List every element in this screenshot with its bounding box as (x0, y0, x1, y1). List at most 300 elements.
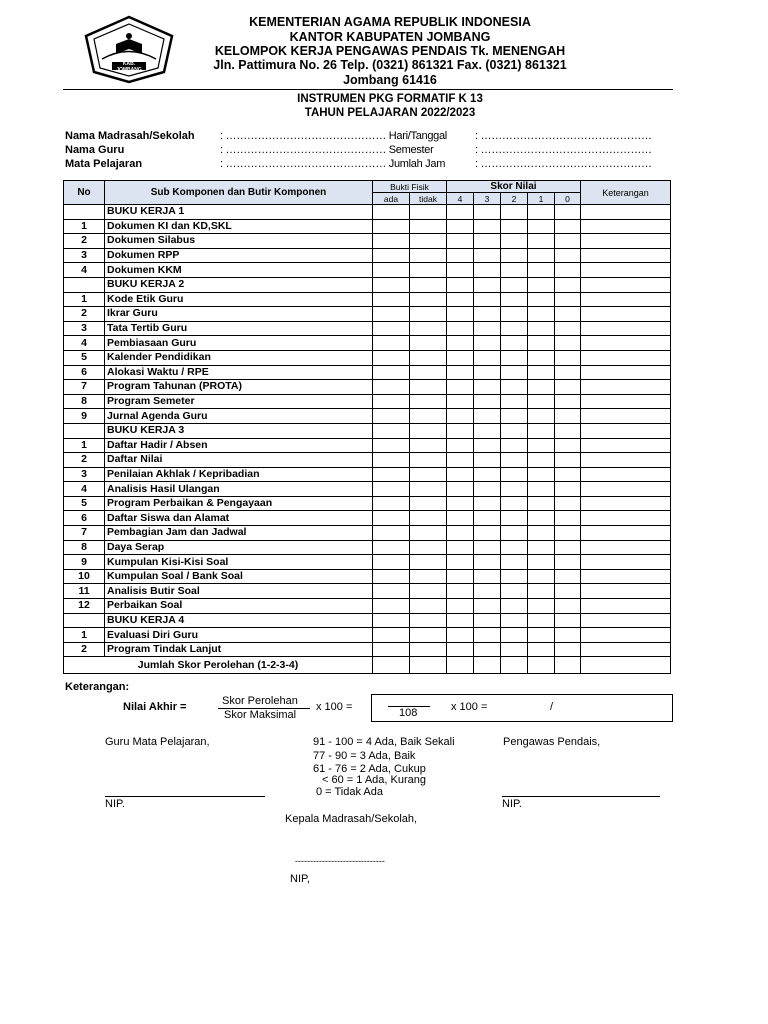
score-cell[interactable] (555, 438, 581, 453)
score-cell[interactable] (501, 409, 528, 424)
score-cell[interactable] (581, 248, 671, 263)
score-cell[interactable] (501, 205, 528, 220)
score-cell[interactable] (501, 540, 528, 555)
score-cell[interactable] (410, 526, 447, 541)
item-label: Daftar Siswa dan Alamat (105, 511, 373, 526)
score-cell[interactable] (555, 540, 581, 555)
score-cell[interactable] (528, 409, 555, 424)
score-cell[interactable] (474, 482, 501, 497)
score-cell[interactable] (581, 423, 671, 438)
score-cell[interactable] (373, 409, 410, 424)
score-cell[interactable] (581, 219, 671, 234)
score-cell[interactable] (447, 277, 474, 292)
score-cell[interactable] (410, 263, 447, 278)
score-cell[interactable] (555, 394, 581, 409)
score-cell[interactable] (501, 511, 528, 526)
score-cell[interactable] (373, 263, 410, 278)
score-cell[interactable] (528, 380, 555, 395)
score-cell[interactable] (474, 292, 501, 307)
score-cell[interactable] (410, 365, 447, 380)
score-cell[interactable] (555, 205, 581, 220)
score-cell[interactable] (410, 511, 447, 526)
field-nama-guru[interactable]: : ……………………………………… Semester (220, 144, 434, 156)
score-cell[interactable] (528, 496, 555, 511)
section-label: BUKU KERJA 1 (105, 205, 373, 220)
score-cell[interactable] (373, 380, 410, 395)
total-cell[interactable] (528, 657, 555, 674)
score-cell[interactable] (410, 540, 447, 555)
score-cell[interactable] (410, 584, 447, 599)
score-cell[interactable] (555, 584, 581, 599)
score-cell[interactable] (373, 248, 410, 263)
score-cell[interactable] (373, 453, 410, 468)
score-cell[interactable] (410, 438, 447, 453)
score-cell[interactable] (410, 569, 447, 584)
row-number: 1 (64, 438, 105, 453)
nip-kepala: NIP, (290, 873, 310, 885)
score-cell[interactable] (410, 628, 447, 643)
score-cell[interactable] (447, 219, 474, 234)
table-row (64, 409, 671, 424)
score-cell[interactable] (373, 321, 410, 336)
score-cell[interactable] (474, 569, 501, 584)
score-cell[interactable] (474, 511, 501, 526)
score-cell[interactable] (447, 365, 474, 380)
score-cell[interactable] (528, 540, 555, 555)
score-cell[interactable] (528, 292, 555, 307)
score-cell[interactable] (555, 423, 581, 438)
label-nama-madrasah: Nama Madrasah/Sekolah (65, 130, 195, 142)
score-cell[interactable] (373, 365, 410, 380)
score-cell[interactable] (447, 423, 474, 438)
score-cell[interactable] (555, 599, 581, 614)
score-cell[interactable] (581, 263, 671, 278)
score-cell[interactable] (555, 409, 581, 424)
score-cell[interactable] (447, 569, 474, 584)
score-cell[interactable] (447, 584, 474, 599)
score-cell[interactable] (474, 599, 501, 614)
slash-label: / (550, 701, 554, 713)
score-cell[interactable] (528, 336, 555, 351)
item-label: Perbaikan Soal (105, 599, 373, 614)
score-cell[interactable] (474, 642, 501, 657)
score-cell[interactable] (581, 380, 671, 395)
score-cell[interactable] (501, 584, 528, 599)
score-cell[interactable] (581, 350, 671, 365)
score-cell[interactable] (447, 438, 474, 453)
score-cell[interactable] (581, 394, 671, 409)
score-cell[interactable] (528, 248, 555, 263)
score-cell[interactable] (474, 467, 501, 482)
score-cell[interactable] (501, 277, 528, 292)
score-cell[interactable] (373, 307, 410, 322)
total-cell[interactable] (501, 657, 528, 674)
score-cell[interactable] (447, 511, 474, 526)
score-cell[interactable] (410, 599, 447, 614)
score-cell[interactable] (581, 336, 671, 351)
score-cell[interactable] (474, 438, 501, 453)
score-cell[interactable] (474, 365, 501, 380)
score-cell[interactable] (501, 350, 528, 365)
score-cell[interactable] (528, 277, 555, 292)
score-cell[interactable] (555, 380, 581, 395)
score-cell[interactable] (501, 263, 528, 278)
score-cell[interactable] (373, 467, 410, 482)
score-cell[interactable] (555, 263, 581, 278)
score-cell[interactable] (501, 467, 528, 482)
score-cell[interactable] (581, 628, 671, 643)
score-cell[interactable] (447, 540, 474, 555)
score-cell[interactable] (555, 365, 581, 380)
score-cell[interactable] (373, 569, 410, 584)
score-cell[interactable] (447, 642, 474, 657)
score-cell[interactable] (581, 277, 671, 292)
score-cell[interactable] (373, 277, 410, 292)
score-cell[interactable] (501, 526, 528, 541)
score-cell[interactable] (581, 496, 671, 511)
score-cell[interactable] (474, 496, 501, 511)
score-cell[interactable] (373, 336, 410, 351)
score-cell[interactable] (555, 628, 581, 643)
score-cell[interactable] (528, 438, 555, 453)
total-cell[interactable] (373, 657, 410, 674)
item-label: Tata Tertib Guru (105, 321, 373, 336)
score-cell[interactable] (528, 642, 555, 657)
table-row (64, 292, 671, 307)
score-cell[interactable] (555, 350, 581, 365)
score-cell[interactable] (581, 321, 671, 336)
score-cell[interactable] (474, 423, 501, 438)
score-cell[interactable] (447, 350, 474, 365)
row-number (64, 423, 105, 438)
score-cell[interactable] (581, 540, 671, 555)
score-cell[interactable] (474, 584, 501, 599)
score-cell[interactable] (528, 628, 555, 643)
score-cell[interactable] (501, 438, 528, 453)
score-cell[interactable] (474, 234, 501, 249)
score-cell[interactable] (474, 219, 501, 234)
score-cell[interactable] (528, 219, 555, 234)
score-cell[interactable] (410, 292, 447, 307)
score-cell[interactable] (501, 628, 528, 643)
score-cell[interactable] (501, 482, 528, 497)
col-skor-0: 0 (555, 193, 581, 205)
score-cell[interactable] (447, 526, 474, 541)
col-bukti-fisik: Bukti Fisik (373, 181, 447, 193)
score-cell[interactable] (581, 555, 671, 570)
score-cell[interactable] (410, 613, 447, 628)
score-cell[interactable] (447, 467, 474, 482)
form-title: INSTRUMEN PKG FORMATIF K 13 (297, 93, 483, 105)
score-cell[interactable] (528, 453, 555, 468)
score-cell[interactable] (528, 526, 555, 541)
score-cell[interactable] (528, 584, 555, 599)
score-cell[interactable] (373, 205, 410, 220)
score-cell[interactable] (528, 569, 555, 584)
score-cell[interactable] (581, 511, 671, 526)
score-cell[interactable] (447, 380, 474, 395)
score-cell[interactable] (528, 263, 555, 278)
score-cell[interactable] (410, 453, 447, 468)
score-cell[interactable] (581, 307, 671, 322)
signature-line-pengawas (502, 796, 660, 797)
score-cell[interactable] (474, 350, 501, 365)
item-label: Program Semeter (105, 394, 373, 409)
score-cell[interactable] (528, 482, 555, 497)
score-cell[interactable] (410, 321, 447, 336)
score-cell[interactable] (447, 336, 474, 351)
score-cell[interactable] (410, 496, 447, 511)
row-number: 1 (64, 219, 105, 234)
score-cell[interactable] (555, 496, 581, 511)
score-cell[interactable] (555, 336, 581, 351)
score-cell[interactable] (447, 496, 474, 511)
score-cell[interactable] (447, 628, 474, 643)
score-cell[interactable] (410, 642, 447, 657)
score-cell[interactable] (528, 555, 555, 570)
score-cell[interactable] (555, 248, 581, 263)
score-cell[interactable] (373, 350, 410, 365)
score-cell[interactable] (581, 613, 671, 628)
score-cell[interactable] (555, 234, 581, 249)
score-cell[interactable] (528, 205, 555, 220)
score-cell[interactable] (447, 409, 474, 424)
score-cell[interactable] (410, 219, 447, 234)
total-cell[interactable] (410, 657, 447, 674)
score-cell[interactable] (581, 467, 671, 482)
score-cell[interactable] (501, 292, 528, 307)
score-cell[interactable] (528, 321, 555, 336)
score-cell[interactable] (501, 453, 528, 468)
item-label: Daya Serap (105, 540, 373, 555)
score-cell[interactable] (410, 248, 447, 263)
score-cell[interactable] (581, 365, 671, 380)
score-cell[interactable] (581, 526, 671, 541)
score-cell[interactable] (555, 613, 581, 628)
item-label: Dokumen KI dan KD,SKL (105, 219, 373, 234)
score-cell[interactable] (528, 467, 555, 482)
score-cell[interactable] (447, 394, 474, 409)
score-cell[interactable] (581, 569, 671, 584)
score-cell[interactable] (501, 248, 528, 263)
score-cell[interactable] (555, 482, 581, 497)
score-cell[interactable] (410, 482, 447, 497)
score-cell[interactable] (581, 453, 671, 468)
score-cell[interactable] (555, 307, 581, 322)
score-cell[interactable] (373, 394, 410, 409)
score-cell[interactable] (373, 438, 410, 453)
score-cell[interactable] (581, 292, 671, 307)
score-cell[interactable] (581, 599, 671, 614)
score-cell[interactable] (501, 307, 528, 322)
total-cell[interactable] (474, 657, 501, 674)
item-label: Program Tahunan (PROTA) (105, 380, 373, 395)
score-cell[interactable] (410, 423, 447, 438)
score-cell[interactable] (555, 642, 581, 657)
score-cell[interactable] (410, 394, 447, 409)
score-cell[interactable] (581, 584, 671, 599)
score-cell[interactable] (501, 380, 528, 395)
score-cell[interactable] (410, 307, 447, 322)
score-cell[interactable] (410, 380, 447, 395)
score-cell[interactable] (447, 321, 474, 336)
score-cell[interactable] (528, 350, 555, 365)
row-number: 5 (64, 496, 105, 511)
score-cell[interactable] (555, 219, 581, 234)
score-cell[interactable] (501, 423, 528, 438)
score-cell[interactable] (373, 599, 410, 614)
table-row (64, 263, 671, 278)
score-cell[interactable] (410, 409, 447, 424)
score-cell[interactable] (555, 555, 581, 570)
score-cell[interactable] (447, 263, 474, 278)
score-cell[interactable] (501, 569, 528, 584)
score-cell[interactable] (474, 526, 501, 541)
score-cell[interactable] (501, 599, 528, 614)
field-nama-madrasah[interactable]: : ……………………………………… Hari/Tanggal (220, 130, 447, 142)
score-cell[interactable] (528, 307, 555, 322)
score-cell[interactable] (474, 555, 501, 570)
score-cell[interactable] (581, 482, 671, 497)
score-cell[interactable] (501, 365, 528, 380)
score-cell[interactable] (373, 584, 410, 599)
total-cell[interactable] (555, 657, 581, 674)
row-number: 3 (64, 248, 105, 263)
row-number: 4 (64, 336, 105, 351)
score-cell[interactable] (528, 234, 555, 249)
score-cell[interactable] (410, 277, 447, 292)
score-cell[interactable] (581, 438, 671, 453)
score-cell[interactable] (555, 277, 581, 292)
score-cell[interactable] (410, 555, 447, 570)
section-label: BUKU KERJA 4 (105, 613, 373, 628)
score-cell[interactable] (373, 511, 410, 526)
total-cell[interactable] (581, 657, 671, 674)
score-cell[interactable] (373, 219, 410, 234)
score-cell[interactable] (581, 409, 671, 424)
score-cell[interactable] (555, 569, 581, 584)
score-cell[interactable] (447, 482, 474, 497)
score-cell[interactable] (474, 394, 501, 409)
score-cell[interactable] (474, 321, 501, 336)
score-cell[interactable] (447, 292, 474, 307)
score-cell[interactable] (410, 350, 447, 365)
field-hari-tanggal[interactable]: : ………………………………………… (475, 130, 652, 142)
score-cell[interactable] (373, 628, 410, 643)
row-number: 2 (64, 453, 105, 468)
item-label: Daftar Nilai (105, 453, 373, 468)
score-cell[interactable] (555, 453, 581, 468)
score-cell[interactable] (555, 467, 581, 482)
score-cell[interactable] (501, 234, 528, 249)
table-row (64, 219, 671, 234)
score-cell[interactable] (410, 467, 447, 482)
score-cell[interactable] (410, 205, 447, 220)
score-cell[interactable] (474, 613, 501, 628)
score-cell[interactable] (555, 526, 581, 541)
score-cell[interactable] (447, 599, 474, 614)
score-cell[interactable] (373, 540, 410, 555)
score-cell[interactable] (447, 613, 474, 628)
score-cell[interactable] (447, 453, 474, 468)
score-cell[interactable] (474, 277, 501, 292)
score-cell[interactable] (373, 613, 410, 628)
score-cell[interactable] (447, 234, 474, 249)
score-cell[interactable] (474, 263, 501, 278)
score-cell[interactable] (581, 642, 671, 657)
score-cell[interactable] (410, 336, 447, 351)
score-cell[interactable] (447, 205, 474, 220)
score-cell[interactable] (474, 380, 501, 395)
score-cell[interactable] (474, 628, 501, 643)
table-row (64, 365, 671, 380)
score-cell[interactable] (373, 292, 410, 307)
score-cell[interactable] (528, 613, 555, 628)
score-cell[interactable] (501, 555, 528, 570)
score-cell[interactable] (528, 599, 555, 614)
score-cell[interactable] (474, 453, 501, 468)
row-number: 9 (64, 555, 105, 570)
item-label: Alokasi Waktu / RPE (105, 365, 373, 380)
score-cell[interactable] (373, 555, 410, 570)
score-cell[interactable] (501, 496, 528, 511)
guru-label: Guru Mata Pelajaran, (105, 736, 210, 748)
row-number: 7 (64, 380, 105, 395)
total-cell[interactable] (447, 657, 474, 674)
score-cell[interactable] (501, 642, 528, 657)
score-cell[interactable] (410, 234, 447, 249)
scale-line-4: < 60 = 1 Ada, Kurang (322, 774, 426, 786)
score-cell[interactable] (474, 336, 501, 351)
score-cell[interactable] (528, 511, 555, 526)
score-cell[interactable] (474, 248, 501, 263)
score-cell[interactable] (501, 613, 528, 628)
score-cell[interactable] (474, 205, 501, 220)
score-cell[interactable] (555, 511, 581, 526)
score-cell[interactable] (581, 205, 671, 220)
field-mata-pelajaran[interactable]: : ……………………………………… Jumlah Jam (220, 158, 446, 170)
score-cell[interactable] (501, 336, 528, 351)
ministry-logo (82, 14, 177, 84)
score-cell[interactable] (555, 321, 581, 336)
score-cell[interactable] (501, 321, 528, 336)
kepala-label: Kepala Madrasah/Sekolah, (285, 813, 418, 825)
score-cell[interactable] (373, 423, 410, 438)
score-cell[interactable] (528, 365, 555, 380)
score-cell[interactable] (373, 234, 410, 249)
label-nama-guru: Nama Guru (65, 144, 125, 156)
score-cell[interactable] (474, 540, 501, 555)
field-jumlah-jam[interactable]: : ………………………………………… (475, 158, 652, 170)
score-cell[interactable] (528, 423, 555, 438)
field-semester[interactable]: : ………………………………………… (475, 144, 652, 156)
scale-line-2: 77 - 90 = 3 Ada, Baik (313, 750, 416, 762)
score-cell[interactable] (373, 526, 410, 541)
score-cell[interactable] (501, 219, 528, 234)
score-cell[interactable] (474, 307, 501, 322)
score-cell[interactable] (474, 409, 501, 424)
score-cell[interactable] (373, 482, 410, 497)
score-cell[interactable] (447, 307, 474, 322)
score-cell[interactable] (447, 555, 474, 570)
score-cell[interactable] (501, 394, 528, 409)
score-cell[interactable] (373, 496, 410, 511)
score-cell[interactable] (555, 292, 581, 307)
score-cell[interactable] (447, 248, 474, 263)
score-cell[interactable] (373, 642, 410, 657)
score-cell[interactable] (581, 234, 671, 249)
score-cell[interactable] (528, 394, 555, 409)
